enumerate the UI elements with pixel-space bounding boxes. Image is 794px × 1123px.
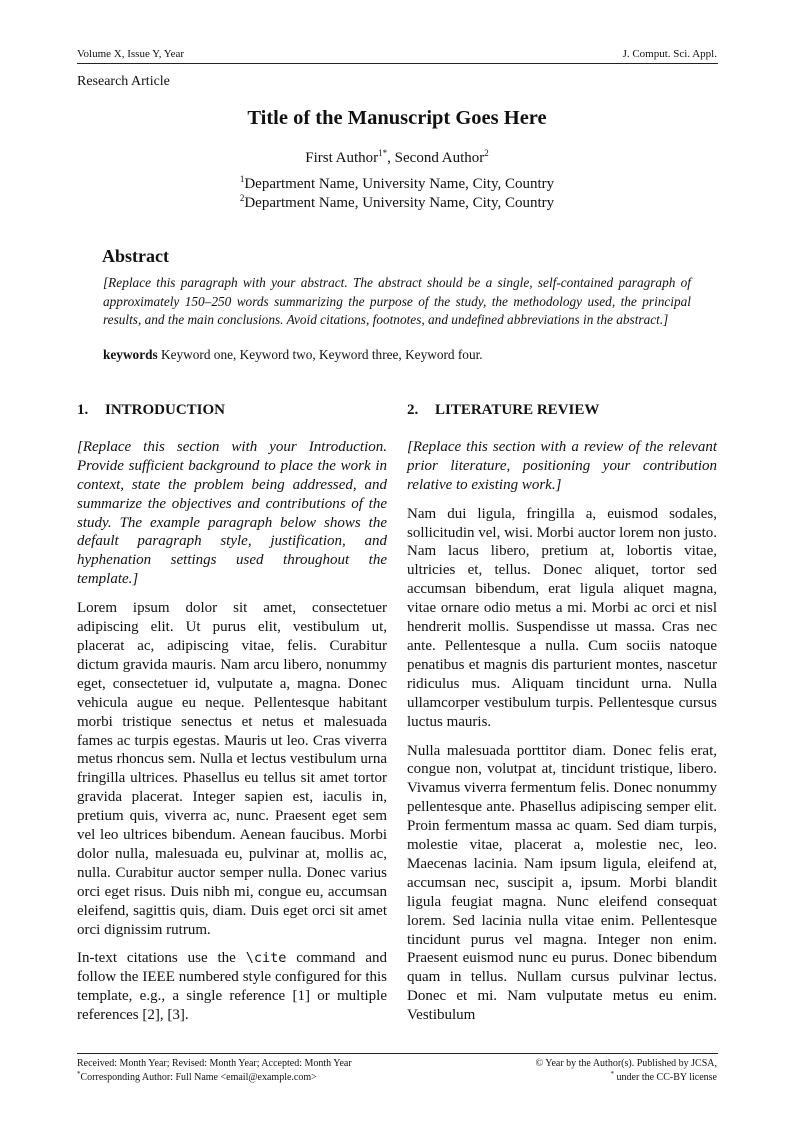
running-header-right: J. Comput. Sci. Appl. [622, 48, 717, 60]
affiliation-1-text: Department Name, University Name, City, Country [244, 176, 555, 192]
section-title: LITERATURE REVIEW [435, 402, 600, 418]
author-separator: , [387, 150, 395, 166]
section-number: 1. [77, 402, 89, 418]
column-right [407, 401, 717, 1035]
license-line [536, 1071, 718, 1085]
first-author-sup: 1* [378, 148, 388, 158]
literature-paragraph-2: Nulla malesuada porttitor diam. Donec felis erat, congue non, volutpat at, tincidunt tristique, libero. Vivamus viverra fermentum felis. Donec nonummy pellentesque ante. Phasellus adipiscing semper elit. Proin fermentum massa ac quam. Sed diam turpis, molestie vitae, placerat a, molestie nec, leo. Maecenas lacinia. Nam ipsum ligula, eleifend at, accumsan nec, suscipit a, ipsum. Morbi blandit ligula feugiat magna. Nunc eleifend consequat lorem. Sed lacinia nulla vitae enim. Pellentesque tincidunt purus vel magna. Integer non enim. Praesent euismod nunc eu purus. Donec bibendum quam in tellus. Nullam cursus pulvinar lectus. Donec et mi. Nam vulputate metus eu enim. Vestibulum [407, 742, 717, 1024]
section-title: INTRODUCTION [105, 402, 226, 418]
section-heading-introduction [77, 401, 387, 420]
abstract-text: [Replace this paragraph with your abstract. The abstract should be a single, self-contained paragraph of approximately 150–250 words summarizing the purpose of the study, the methodology used, the principal results, and the main conclusions. Avoid citations, footnotes, and undefined abbreviations in the abstract.] [103, 275, 691, 328]
affiliation-2 [0, 195, 794, 212]
footer-rule [77, 1053, 718, 1054]
author-line [0, 150, 794, 167]
abstract-heading: Abstract [102, 246, 169, 266]
affiliation-2-text: Department Name, University Name, City, Country [244, 195, 555, 211]
section-heading-literature-review [407, 401, 717, 420]
footer-left [77, 1057, 352, 1085]
corresponding-text: Corresponding Author: Full Name <email@example.com> [80, 1072, 317, 1083]
first-author: First Author [305, 150, 379, 166]
header-rule [77, 63, 718, 64]
affiliation-2-sup: 2 [239, 193, 245, 203]
introduction-placeholder: [Replace this section with your Introduction. Provide sufficient background to place the work in context, state the problem being addressed, and summarize the objectives and contributions of the study. The example paragraph below shows the default paragraph style, justification, and hyphenation settings used throughout the template.] [77, 438, 387, 588]
license-sup: * [610, 1070, 615, 1078]
introduction-paragraph: Lorem ipsum dolor sit amet, consectetuer adipiscing elit. Ut purus elit, vestibulum ut, placerat ac, adipiscing vitae, felis. Curabitur dictum gravida mauris. Nam arcu libero, nonummy eget, consectetuer id, vulputate a, magna. Donec vehicula augue eu neque. Pellentesque habitant morbi tristique senectus et netus et malesuada fames ac turpis egestas. Mauris ut leo. Cras viverra metus rhoncus sem. Nulla et lectus vestibulum urna fringilla ultrices. Phasellus eu tellus sit amet tortor gravida placerat. Integer sapien est, iaculis in, pretium quis, viverra ac, nunc. Praesent eget sem vel leo ultrices bibendum. Aenean faucibus. Morbi dolor nulla, malesuada eu, pulvinar at, mollis ac, nulla. Curabitur auctor semper nulla. Donec varius orci eget risus. Duis nibh mi, congue eu, accumsan eleifend, sagittis quis, diam. Duis eget orci sit amet orci dignissim rutrum. [77, 600, 387, 938]
article-type: Research Article [77, 74, 170, 89]
received-dates: Received: Month Year; Revised: Month Year; Accepted: Month Year [77, 1058, 352, 1069]
second-author-sup: 2 [484, 148, 489, 158]
citation-text-before: In-text citations use the [77, 950, 246, 967]
paper-title: Title of the Manuscript Goes Here [247, 107, 547, 129]
keywords-line [103, 347, 483, 363]
citation-paragraph [77, 949, 387, 1025]
corresponding-sup: * [77, 1070, 81, 1078]
copyright-line: © Year by the Author(s). Published by JCSA, [535, 1058, 717, 1069]
citation-text-after: command and follow the IEEE numbered style configured for this template, e.g., a single reference [1] or multiple references [2], [3]. [77, 950, 387, 1024]
keywords-label: keywords [103, 347, 158, 362]
section-number: 2. [407, 402, 419, 418]
column-left [77, 401, 387, 1035]
keywords-list: Keyword one, Keyword two, Keyword three, Keyword four. [161, 347, 483, 362]
cite-command: \cite [245, 950, 287, 967]
affiliation-1 [0, 176, 794, 193]
second-author: Second Author [394, 150, 485, 166]
license-text: under the CC-BY license [614, 1072, 717, 1083]
affiliation-1-sup: 1 [239, 174, 245, 184]
running-header-left: Volume X, Issue Y, Year [77, 48, 185, 60]
literature-placeholder: [Replace this section with a review of the relevant prior literature, positioning your contribution relative to existing work.] [407, 438, 717, 493]
literature-paragraph-1: Nam dui ligula, fringilla a, euismod sodales, sollicitudin vel, wisi. Morbi auctor lorem non justo. Nam lacus libero, pretium at, lobortis vitae, ultricies et, tellus. Donec aliquet, tortor sed accumsan bibendum, erat ligula aliquet magna, vitae ornare odio metus a mi. Morbi ac orci et nisl hendrerit mollis. Suspendisse ut massa. Cras nec ante. Pellentesque a nulla. Cum sociis natoque penatibus et magnis dis parturient montes, nascetur ridiculus mus. Aliquam tincidunt urna. Nulla ullamcorper vestibulum turpis. Pellentesque cursus luctus mauris. [407, 505, 717, 730]
corresponding-author [77, 1071, 352, 1085]
footer-right [536, 1057, 718, 1085]
